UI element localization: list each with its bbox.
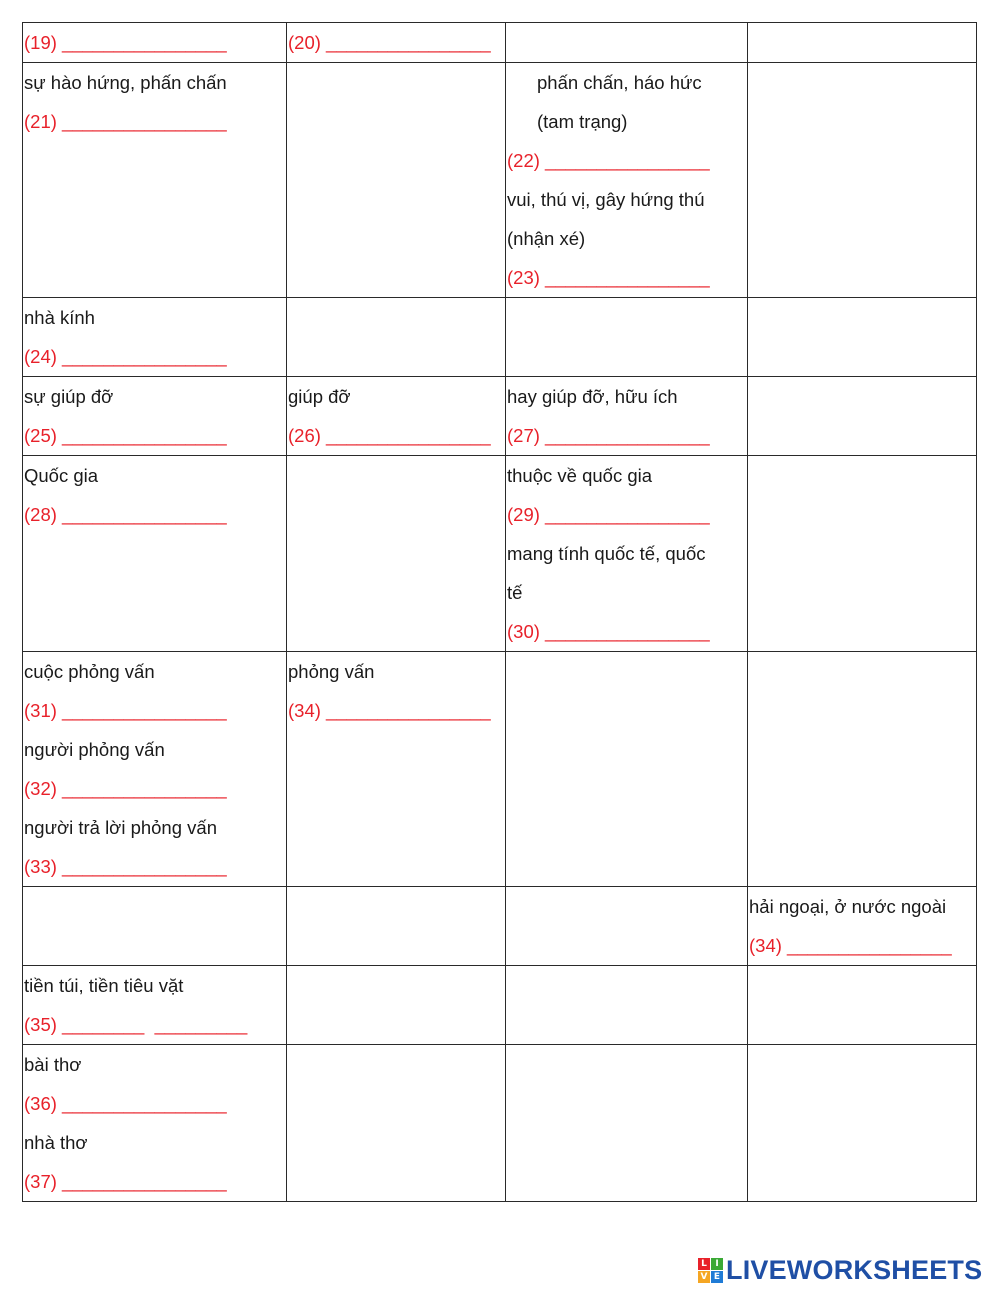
table-row <box>23 377 977 456</box>
cell <box>23 456 287 652</box>
cell <box>506 23 748 63</box>
word-label: (nhận xé) <box>507 228 586 249</box>
cell <box>748 456 977 652</box>
word-label: tế <box>507 582 523 603</box>
cell <box>287 63 506 298</box>
cell <box>748 298 977 377</box>
cell <box>748 23 977 63</box>
cell <box>287 1045 506 1202</box>
cell <box>23 966 287 1045</box>
cell <box>23 63 287 298</box>
answer-blank-26[interactable]: (26) ________________ <box>288 425 491 446</box>
answer-blank-19[interactable]: (19) ________________ <box>24 32 227 53</box>
cell <box>23 652 287 887</box>
answer-blank-21[interactable]: (21) ________________ <box>24 111 227 132</box>
cell <box>287 887 506 966</box>
answer-blank-35[interactable]: (35) ________ _________ <box>24 1014 248 1035</box>
cell <box>287 23 506 63</box>
cell <box>748 887 977 966</box>
table-row <box>23 1045 977 1202</box>
cell <box>506 887 748 966</box>
cell <box>23 298 287 377</box>
cell <box>287 298 506 377</box>
word-label: mang tính quốc tế, quốc <box>507 543 706 564</box>
cell <box>506 1045 748 1202</box>
cell <box>23 377 287 456</box>
cell <box>287 377 506 456</box>
answer-blank-22[interactable]: (22) ________________ <box>507 150 710 171</box>
answer-blank-20[interactable]: (20) ________________ <box>288 32 491 53</box>
word-label: tiền túi, tiền tiêu vặt <box>24 975 184 996</box>
word-label: sự giúp đỡ <box>24 386 114 407</box>
cell <box>748 1045 977 1202</box>
table-row <box>23 966 977 1045</box>
cell <box>748 966 977 1045</box>
word-label: thuộc về quốc gia <box>507 465 653 486</box>
cell <box>506 298 748 377</box>
word-label: phấn chấn, háo hức <box>537 72 702 93</box>
liveworksheets-logo <box>698 1256 982 1284</box>
answer-blank-31[interactable]: (31) ________________ <box>24 700 227 721</box>
word-label: giúp đỡ <box>288 386 351 407</box>
answer-blank-24[interactable]: (24) ________________ <box>24 346 227 367</box>
cell <box>506 377 748 456</box>
logo-mark-letter: I <box>711 1258 723 1270</box>
cell <box>506 652 748 887</box>
cell <box>506 966 748 1045</box>
cell <box>287 652 506 887</box>
answer-blank-37[interactable]: (37) ________________ <box>24 1171 227 1192</box>
word-label: vui, thú vị, gây hứng thú <box>507 189 705 210</box>
logo-mark-letter: L <box>698 1258 710 1270</box>
logo-mark-letter: E <box>711 1271 723 1283</box>
table-row <box>23 63 977 298</box>
table-row <box>23 456 977 652</box>
cell <box>748 377 977 456</box>
word-label: cuộc phỏng vấn <box>24 661 155 682</box>
answer-blank-36[interactable]: (36) ________________ <box>24 1093 227 1114</box>
word-label: bài thơ <box>24 1054 82 1075</box>
answer-blank-30[interactable]: (30) ________________ <box>507 621 710 642</box>
word-label: hải ngoại, ở nước ngoài <box>749 896 947 917</box>
logo-text: LIVEWORKSHEETS <box>726 1254 983 1285</box>
cell <box>23 1045 287 1202</box>
answer-blank-33[interactable]: (33) ________________ <box>24 856 227 877</box>
cell <box>506 63 748 298</box>
word-label: (tam trạng) <box>537 111 628 132</box>
logo-mark-icon <box>698 1258 723 1283</box>
answer-blank-29[interactable]: (29) ________________ <box>507 504 710 525</box>
cell <box>287 966 506 1045</box>
table-row <box>23 23 977 63</box>
logo-mark-letter: V <box>698 1271 710 1283</box>
table-row <box>23 652 977 887</box>
answer-blank-25[interactable]: (25) ________________ <box>24 425 227 446</box>
table-row <box>23 887 977 966</box>
cell <box>748 63 977 298</box>
word-label: Quốc gia <box>24 465 99 486</box>
cell <box>748 652 977 887</box>
word-label: nhà kính <box>24 307 95 328</box>
cell <box>506 456 748 652</box>
word-label: sự hào hứng, phấn chấn <box>24 72 227 93</box>
word-label: hay giúp đỡ, hữu ích <box>507 386 678 407</box>
word-label: người phỏng vấn <box>24 739 165 760</box>
answer-blank-32[interactable]: (32) ________________ <box>24 778 227 799</box>
word-label: phỏng vấn <box>288 661 375 682</box>
cell <box>23 23 287 63</box>
worksheet-table <box>22 22 977 1202</box>
cell <box>287 456 506 652</box>
word-label: người trả lời phỏng vấn <box>24 817 217 838</box>
answer-blank-34b[interactable]: (34) ________________ <box>749 935 952 956</box>
answer-blank-34a[interactable]: (34) ________________ <box>288 700 491 721</box>
answer-blank-27[interactable]: (27) ________________ <box>507 425 710 446</box>
answer-blank-23[interactable]: (23) ________________ <box>507 267 710 288</box>
word-label: nhà thơ <box>24 1132 88 1153</box>
table-row <box>23 298 977 377</box>
answer-blank-28[interactable]: (28) ________________ <box>24 504 227 525</box>
cell <box>23 887 287 966</box>
